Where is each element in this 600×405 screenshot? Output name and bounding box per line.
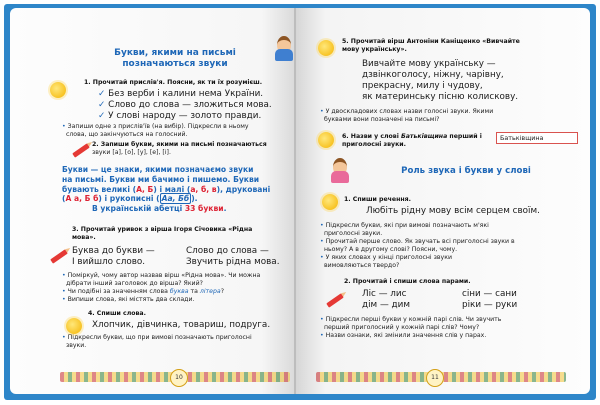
sentence: Любіть рідну мову всім серцем своїм. <box>366 206 540 216</box>
task-r2-instruction: 2. Прочитай і спиши слова парами. <box>344 278 471 285</box>
pencil-icon <box>326 293 344 307</box>
handwritten-letters: Аа, Бб <box>161 194 190 204</box>
task-1-instruction: 1. Прочитай прислів'я. Поясни, як ти їх розумієш. <box>84 79 263 86</box>
sun-icon <box>66 318 82 334</box>
title-line-2: позначаються звуки <box>122 59 228 69</box>
rule-box: Букви — це знаки, якими позначаємо звуки на письмі. Букви ми бачимо і пишемо. Букви бувають великі (А, Б) і малі (а, б, в), друковані (А а, Б б) і рукописні ( Аа, Бб ). В українській абетці 33 букви. <box>62 165 271 214</box>
open-textbook <box>4 4 596 400</box>
proverb: ✓ У слові народу — золото правди. <box>98 111 262 121</box>
task-4-note: • Підкресли букви, що при вимові позначають приголосні звуки. <box>62 334 252 349</box>
sun-icon <box>322 194 338 210</box>
boy-illustration-icon <box>272 36 296 62</box>
task-4-words: Хлопчик, дівчинка, товариш, подруга. <box>92 320 271 330</box>
task-5-note: • У двоскладових словах назви голосні звуки. Якими буквами вони позначені на письмі? <box>320 108 494 123</box>
page-number: 11 <box>426 369 444 387</box>
task-r1-notes: • Підкресли букви, які при вимові позначають м'які приголосні звуки. • Прочитай перше слово. Як звучать всі приголосні звуки в ньому? А в другому слові? Поясни, чому. • У яких словах у кінці приголосні звуки вимовляються твердо? <box>320 222 515 269</box>
sun-icon <box>50 82 66 98</box>
title-line-1: Букви, якими на письмі <box>114 48 236 58</box>
task-5-instruction: 5. Прочитай вірш Антоніни Каніщенко «Вивчайте мову українську». <box>342 38 520 53</box>
section-title: Роль звука і букви у слові <box>401 166 531 176</box>
sun-icon <box>318 40 334 56</box>
proverb: ✓ Слово до слова — зложиться мова. <box>98 100 272 110</box>
task-1-note: • Запиши одне з прислів'їв (на вибір). Підкресли в ньому слова, що закінчуються на голосний. <box>62 123 249 138</box>
page-title <box>80 48 270 70</box>
sun-icon <box>318 132 334 148</box>
girl-illustration-icon <box>328 158 352 184</box>
task-r1-instruction: 1. Спиши речення. <box>344 196 411 203</box>
task-4-instruction: 4. Спиши слова. <box>88 310 146 317</box>
poem-left-column: Буква до букви — І вийшло слово. <box>72 246 155 267</box>
pencil-icon <box>72 143 90 157</box>
task-r2-notes: • Підкресли перші букви у кожній парі слів. Чи звучить перший приголосний у кожній парі слів? Чому? • Назви ознаки, які змінили значення слів у парах. <box>320 316 502 339</box>
word-pairs-left: Ліс — лис дім — дим <box>362 289 410 310</box>
left-page <box>10 8 296 394</box>
answer-box: Батьківщина <box>496 132 578 144</box>
pencil-icon <box>50 249 68 263</box>
right-page <box>296 8 590 394</box>
poem-right-column: Слово до слова — Звучить рідна мова. <box>186 246 280 267</box>
task-2-instruction: 2. Запиши букви, якими на письмі позначаються звуки [а], [о], [у], [е], [і]. <box>92 141 267 156</box>
proverbs-list <box>98 89 288 122</box>
proverb: ✓ Без верби і калини нема України. <box>98 89 264 99</box>
page-number: 10 <box>170 369 188 387</box>
task-3-notes: • Поміркуй, чому автор назвав вірш «Рідна мова». Чи можна дібрати інший заголовок до вірша? Який? • Чи подібні за значенням слова буква та літера? • Випиши слова, які містять два склади. <box>62 272 261 303</box>
task-3-instruction: 3. Прочитай уривок з вірша Ігоря Січовика «Рідна мова». <box>72 226 253 241</box>
poem: Вивчайте мову українську — дзвінкоголосу, ніжну, чарівну, прекрасну, милу і чудову, як материнську пісню колискову. <box>362 59 519 102</box>
task-6-instruction: 6. Назви у слові Батьківщина перший і приголосні звуки. <box>342 133 482 148</box>
word-pairs-right: сіни — сани ріки — руки <box>462 289 518 310</box>
